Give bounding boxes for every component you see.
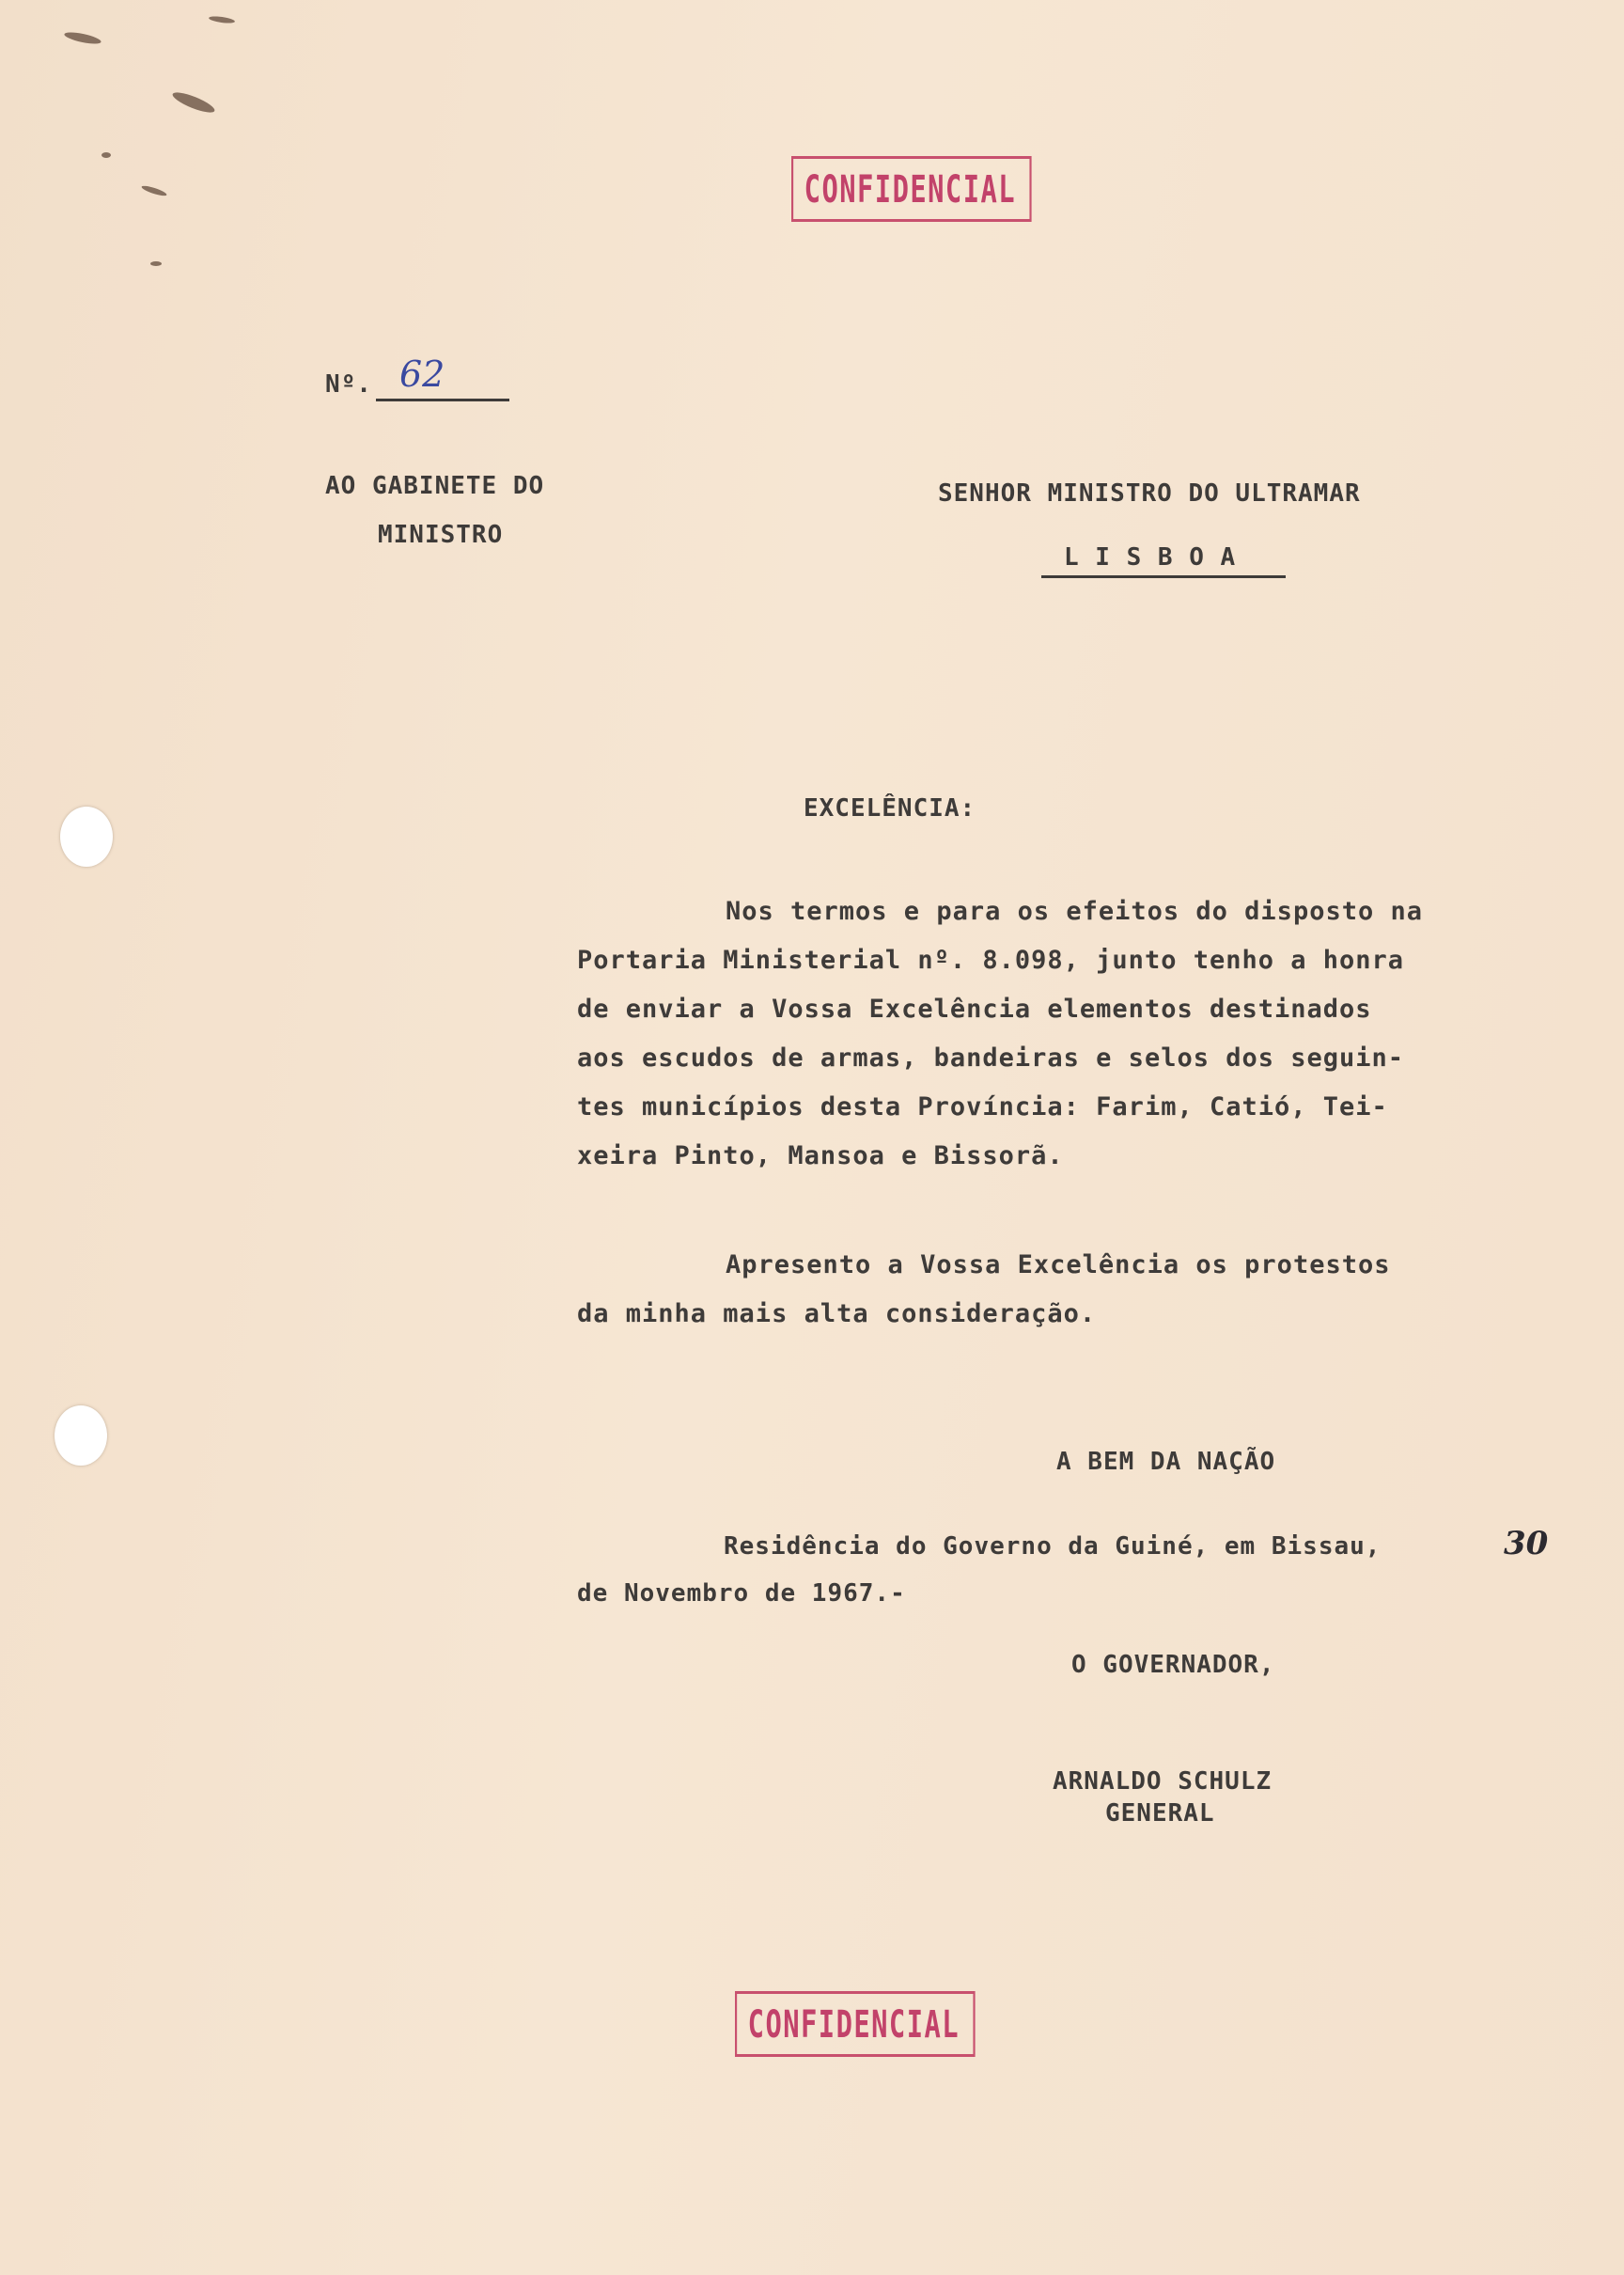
stain-mark xyxy=(150,261,162,266)
signatory-rank: GENERAL xyxy=(1105,1799,1215,1828)
paragraph-line: xeira Pinto, Mansoa e Bissorã. xyxy=(577,1141,1064,1170)
salutation: EXCELÊNCIA: xyxy=(804,794,976,823)
paragraph-line: Nos termos e para os efeitos do disposto na xyxy=(726,897,1423,926)
sender-line1: AO GABINETE DO xyxy=(325,472,545,500)
paragraph-line: de enviar a Vossa Excelência elementos destinados xyxy=(577,995,1372,1024)
sender-line2: MINISTRO xyxy=(378,521,504,549)
stain-mark xyxy=(102,152,111,158)
handwritten-day: 30 xyxy=(1504,1525,1549,1562)
punch-hole xyxy=(55,1405,107,1466)
paragraph-line: aos escudos de armas, bandeiras e selos dos seguin- xyxy=(577,1043,1405,1073)
confidential-stamp-bottom: CONFIDENCIAL xyxy=(735,1991,976,2057)
punch-hole xyxy=(60,807,113,867)
paragraph-line: da minha mais alta consideração. xyxy=(577,1299,1097,1328)
place-line: Residência do Governo da Guiné, em Bissau, xyxy=(724,1532,1382,1561)
stain-mark xyxy=(64,30,102,46)
signatory-name: ARNALDO SCHULZ xyxy=(1053,1767,1273,1796)
paragraph-2 xyxy=(577,1241,1536,1339)
stain-mark xyxy=(209,15,236,24)
closing-formula: A BEM DA NAÇÃO xyxy=(1056,1448,1276,1476)
addressee-line1: SENHOR MINISTRO DO ULTRAMAR xyxy=(938,479,1361,508)
document-number: 62 xyxy=(399,353,445,395)
number-label: Nº. xyxy=(325,370,372,399)
signatory-title: O GOVERNADOR, xyxy=(1071,1651,1275,1679)
addressee-city: L I S B O A xyxy=(1064,543,1237,572)
paragraph-line: Apresento a Vossa Excelência os protestos xyxy=(726,1250,1391,1279)
addressee-city-underline xyxy=(1041,575,1286,578)
date-line: de Novembro de 1967.- xyxy=(577,1579,906,1608)
paragraph-line: tes municípios desta Província: Farim, Catió, Tei- xyxy=(577,1092,1388,1122)
confidential-stamp-top: CONFIDENCIAL xyxy=(791,156,1032,222)
paragraph-line: Portaria Ministerial nº. 8.098, junto tenho a honra xyxy=(577,946,1405,975)
paragraph-1 xyxy=(577,887,1536,1181)
stain-mark xyxy=(141,184,167,197)
number-underline xyxy=(376,399,509,401)
stain-mark xyxy=(170,88,216,116)
